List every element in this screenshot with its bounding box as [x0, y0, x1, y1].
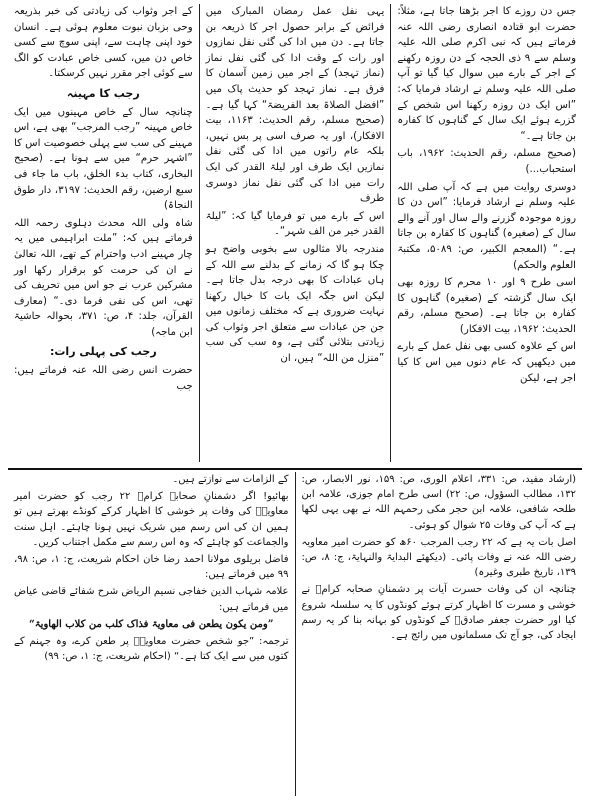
paragraph: کے اجر وثواب کی زیادتی کی خبر بذریعہ وحی بزبان نبوت معلوم ہوئی ہے۔ انسان خود اپنی چاہت سے، اپنی سوچ سے کسی خاص دن میں، کسی خاص عبادت کو الگ سے کوئی اجر مقرر نہیں کرسکتا۔ [13, 6, 193, 80]
paragraph: فاضل بریلوی مولانا احمد رضا خان احکام شریعت، ج: ۱، ص: ۹۸، ۹۹ میں فرماتے ہیں: [14, 554, 289, 581]
bottom-right-column [296, 472, 583, 796]
bottom-section [8, 472, 582, 796]
paragraph: حضرت انس رضی اللہ عنہ فرماتے ہیں: جب [13, 365, 193, 392]
section-heading-first-night: رجب کی پہلی رات: [49, 345, 157, 359]
paragraph: (ارشاد مفید، ص: ۳۳۱، اعلام الوری، ص: ۱۵۹، نور الابصار، ص: ۱۳۲، مطالب السؤول، ص: ۲۲) اسی طرح امام جوزی، علامہ ابن طلحہ شافعی، علامہ ابن حجر مکی رحمہم اللہ نے بھی یہی لکھا ہے کہ آپ کی وفات ۲۵ شوال کو ہوئی۔ [301, 474, 577, 531]
citation: (صحیح مسلم، رقم الحدیث: ۱۹۶۲، باب استحباب...) [397, 148, 576, 175]
paragraph: چنانچہ سال کے خاص مہینوں میں ایک خاص مہینہ ”رجب المرجب“ بھی ہے، اس مہینے کی سب سے پہلی خصوصیت اس کا ”اشہر حرم“ میں سے ہونا ہے۔ (صحیح البخاری، کتاب بدء الخلق، باب ما جاء فی سبع ارضین، رقم الحدیث: ۳۱۹۷، دار طوق النجاۃ) [13, 106, 193, 212]
paragraph: اس کے بارے میں تو فرمایا گیا کہ: ”لیلۃ القدر خیر من الف شہر“۔ [205, 210, 385, 238]
top-section [8, 4, 582, 462]
section-heading-rajab-month: رجب کا مہینہ [66, 86, 140, 100]
paragraph: چنانچہ ان کی وفات حسرت آیات پر دشمنانِ صحابہ کرامؓ نے خوشی و مسرت کا اظہار کرتے ہوئے کونڈوں کا یہ سلسلہ شروع کیا اور حضرت جعفر صادقؒ کے کونڈوں کو بہانہ بنا کر یہ رسم ایجاد کی، جو آج تک مسلمانوں میں رائج ہے۔ [301, 584, 576, 642]
section-divider [8, 468, 582, 470]
paragraph: ترجمہ: ”جو شخص حضرت معاویہؓ پر طعن کرے، وہ جہنم کے کتوں میں سے ایک کتا ہے۔“ (احکام شریعت، ج: ۱، ص: ۹۹) [14, 636, 289, 663]
paragraph: علامہ شہاب الدین خفاجی نسیم الریاض شرح شفائے قاضی عیاض میں فرماتے ہیں: [14, 586, 289, 613]
arabic-quote: ”ومن یکون یطعن فی معاویۃ فذاک کلب من کلاب الھاویۃ“ [29, 618, 274, 630]
paragraph: اسی طرح ۹ اور ۱۰ محرم کا روزہ بھی ایک سال گزشتہ کے (صغیرہ) گناہوں کا کفارہ بن جاتا ہے۔ (صحیح مسلم، رقم الحدیث: ۱۹۶۲، بیت الافکار) [397, 277, 576, 335]
paragraph: اس کے علاوہ کسی بھی نفل عمل کے بارے میں دیکھیں کہ عام دنوں میں اس کا کیا اجر ہے، لیکن [397, 341, 576, 384]
paragraph: دوسری روایت میں ہے کہ آپ صلی اللہ علیہ وسلم نے ارشاد فرمایا: ”اس دن کا روزہ موجودہ گزرنے والے سال اور آنے والے سال کے (صغیرہ) گناہوں کا کفارہ بن جاتا ہے۔“ (المعجم الکبیر، ص: ۵۰۸۹، مکتبۃ العلوم والحکم) [397, 181, 576, 271]
paragraph: کے الزامات سے نوازتے ہیں۔ [172, 474, 289, 485]
top-left-column [8, 4, 200, 462]
paragraph: اصل بات یہ ہے کہ ۲۲ رجب المرجب ۶۰ھ کو حضرت امیر معاویہ رضی اللہ عنہ نے وفات پائی۔ (دیکھئے البدایۃ والنہایۃ، ج: ۸، ص: ۱۳۹، تاریخ طبری وغیرہ) [301, 536, 576, 579]
top-middle-column [200, 4, 392, 462]
paragraph: شاہ ولی اللہ محدث دہلوی رحمہ اللہ فرماتے ہیں کہ: ”ملت ابراہیمی میں یہ چار مہینے ادب واحترام کے تھے، اللہ تعالیٰ نے ان کی حرمت کو برقرار رکھا اور مشرکین عرب نے جو اس میں تحریف کی تھی، اس کی نفی فرما دی۔“ (معارف القرآن، جلد: ۴، ص: ۳۷۱، بحوالہ حاشیۃ ابن ماجہ) [13, 217, 193, 338]
paragraph: مندرجہ بالا مثالوں سے بخوبی واضح ہو چکا ہو گا کہ زمانے کے بدلنے سے اللہ کے ہاں عبادات کا بھی درجہ بدل جاتا ہے۔ لیکن اس جگہ ایک بات کا خیال رکھنا نہایت ضروری ہے کہ مختلف زمانوں میں جن جن عبادات سے متعلق اجر وثواب کی زیادتی بتلائی گئی ہے، وہ سب کی سب ”منزل من اللہ“ ہیں، ان [205, 243, 385, 365]
top-right-column [391, 4, 582, 462]
bottom-left-column [8, 472, 296, 796]
paragraph: جس دن روزے کا اجر بڑھتا جاتا ہے، مثلاً: حضرت ابو قتادہ انصاری رضی اللہ عنہ فرماتے ہیں کہ نبی اکرم صلی اللہ علیہ وسلم سے ۹ ذی الحجہ کے دن روزہ رکھنے کے اجر کے بارے میں سوال کیا گیا تو آپ صلی اللہ علیہ وسلم نے ارشاد فرمایا کہ: ”اس ایک دن روزہ رکھنا اس شخص کے گزرے ہوئے ایک سال کے گناہوں کا کفارہ بن جاتا ہے۔“ [397, 6, 577, 142]
paragraph: یہی نفل عمل رمضان المبارک میں فرائض کے برابر حصول اجر کا ذریعہ بن جاتا ہے۔ دن میں ادا کی گئی نفل نمازوں اور رات کے وقت ادا کی گئی نفل نماز (نماز تہجد) کے اجر میں زمین آسمان کا فرق ہے۔ نماز تہجد کو حدیث پاک میں ”افضل الصلاۃ بعد الفریضۃ“ کہا گیا ہے۔ (صحیح مسلم، رقم الحدیث: ۱۱۶۳، بیت الافکار)، اور یہ صرف اسی پر بس نہیں، بلکہ عام راتوں میں ادا کی گئی نفل نمازیں ایک طرف اور لیلۃ القدر کی ایک رات میں ادا کی گئی نفل نماز دوسری طرف [205, 6, 385, 205]
paragraph: بھائیو! اگر دشمنانِ صحابہ کرامؓ ۲۲ رجب کو حضرت امیر معاویہؓ کی وفات پر خوشی کا اظہار کرکے کونڈے بھرتے ہیں تو ہمیں ان کی اس رسم میں شریک نہیں ہونا چاہئے۔ اہل سنت والجماعت کو چاہئے کہ وہ اس رسم سے مکمل اجتناب کریں۔ [14, 491, 289, 548]
